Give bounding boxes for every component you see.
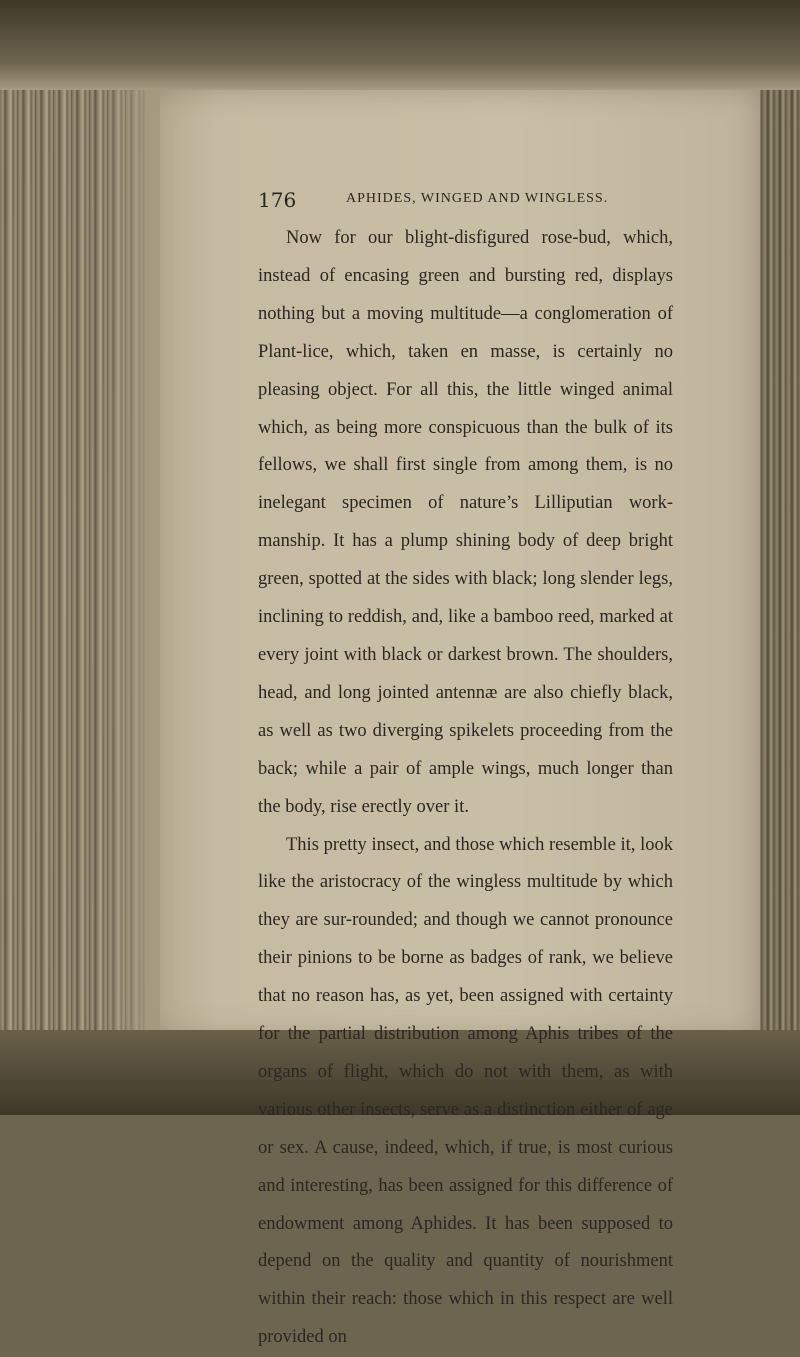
page-number: 176 [258, 188, 296, 212]
page-header [258, 188, 678, 218]
paragraph-2: This pretty insect, and those which resemble it, look like the aristocracy of the wingless multitude by which they are sur-rounded; and though we cannot pronounce their pinions to be borne as badges of rank, we believe that no reason has, as yet, been assigned with certainty for the partial distribution among Aphis tribes of the organs of flight, which do not with them, as with various other insects, serve as a distinction either of age or sex. A cause, indeed, which, if true, is most curious and interesting, has been assigned for this difference of endowment among Aphides. It has been supposed to depend on the quality and quantity of nourishment within their reach: those which in this respect are well provided on [258, 827, 673, 1357]
top-shadow [0, 0, 800, 90]
paragraph-1: Now for our blight-disfigured rose-bud, which, instead of encasing green and bursting red, displays nothing but a moving multitude—a conglomeration of Plant-lice, which, taken en masse, is certainly no pleasing object. For all this, the little winged animal which, as being more conspicuous than the bulk of its fellows, we shall first single from among them, is no inelegant specimen of nature’s Lilliputian work-manship. It has a plump shining body of deep bright green, spotted at the sides with black; long slender legs, inclining to reddish, and, like a bamboo reed, marked at every joint with black or darkest brown. The shoulders, head, and long jointed antennæ are also chiefly black, as well as two diverging spikelets proceeding from the back; while a pair of ample wings, much longer than the body, rise erectly over it. [258, 220, 673, 827]
body-text [258, 220, 673, 1357]
gutter-shadow [100, 60, 160, 1050]
running-head: APHIDES, WINGED AND WINGLESS. [346, 191, 608, 207]
